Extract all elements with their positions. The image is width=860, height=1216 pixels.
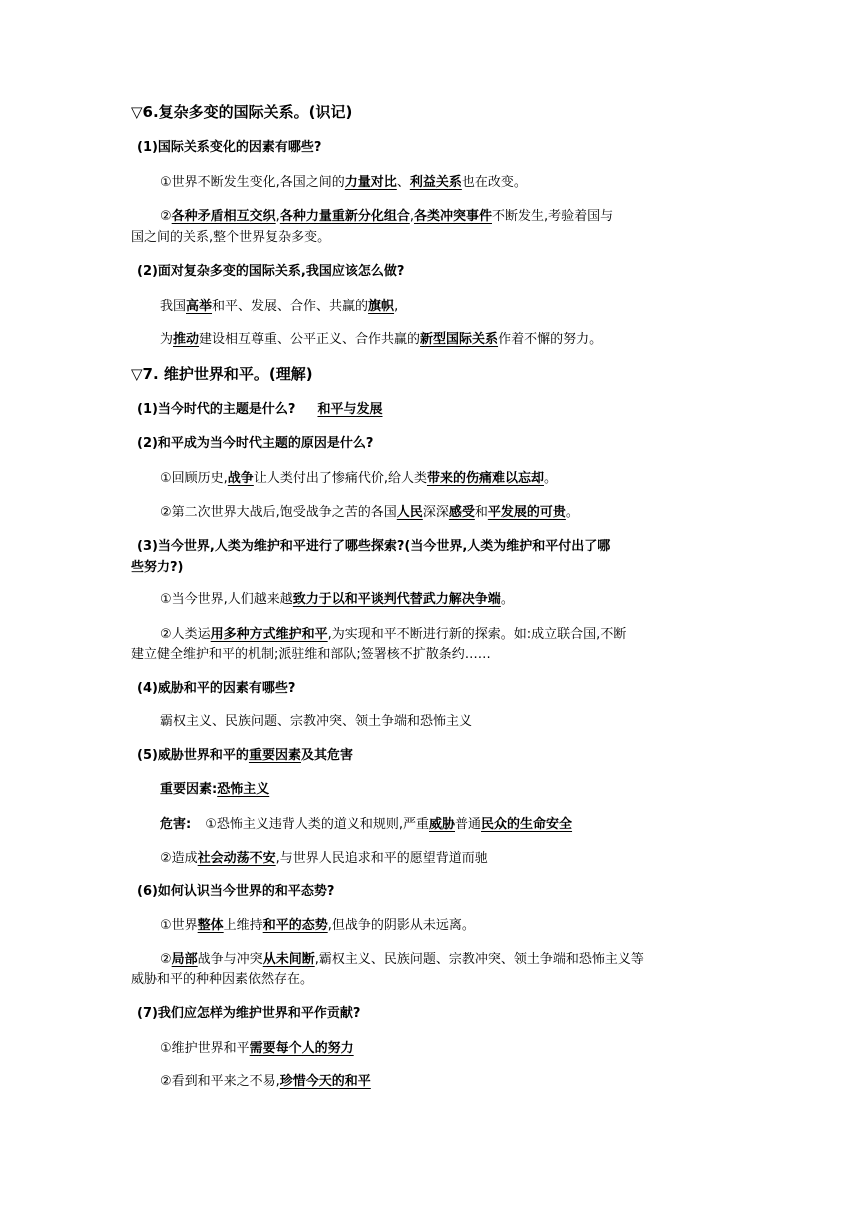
text-run: 也在改变。 (461, 175, 527, 190)
text-run: 上维持 (223, 918, 263, 933)
key-term: 需要每个人的努力 (249, 1041, 354, 1056)
s7-question-1 (137, 400, 383, 420)
s6-answer-1 (160, 173, 527, 193)
text-run: 战争与冲突 (197, 952, 263, 967)
text-run: ②看到和平来之不易, (160, 1074, 280, 1089)
text-run: 及其危害 (300, 748, 353, 763)
key-term: 战争 (227, 471, 254, 486)
key-term: 从未间断 (262, 952, 315, 967)
text-run: ,但战争的阴影从未远离。 (327, 918, 475, 933)
key-term: 各类冲突事件 (413, 209, 492, 224)
s7-answer-11 (160, 1039, 354, 1059)
text-run: ②第二次世界大战后,饱受战争之苦的各国 (160, 505, 397, 520)
s6-question-1: (1)国际关系变化的因素有哪些? (137, 140, 322, 155)
s7-question-2: (2)和平成为当今时代主题的原因是什么? (137, 436, 374, 451)
text-run: 深深 (422, 505, 449, 520)
key-term: 感受 (448, 505, 475, 520)
key-term: 平发展的可贵 (487, 505, 566, 520)
s7-answer-10 (160, 950, 644, 970)
key-term: 带来的伤痛难以忘却 (426, 471, 544, 486)
text-run: ①回顾历史, (160, 471, 228, 486)
text-run: 让人类付出了惨痛代价,给人类 (253, 471, 427, 486)
key-term: 恐怖主义 (217, 782, 270, 797)
s7-answer-1 (160, 469, 557, 489)
key-term: 和平的态势 (262, 918, 328, 933)
text-run: (1)当今时代的主题是什么? (137, 402, 296, 417)
text-run: , (394, 299, 399, 314)
s7-answer-12 (160, 1072, 371, 1092)
text-run: 不断发生,考验着国与 (491, 209, 614, 224)
text-run: 为 (160, 332, 174, 347)
s6-answer-4 (160, 330, 602, 350)
text-run: 普通 (455, 817, 482, 832)
s7-answer-7 (160, 815, 572, 835)
s7-answer-6 (160, 780, 269, 800)
text-run: ①世界 (160, 918, 198, 933)
key-term: 重要因素 (248, 748, 301, 763)
text-run: 。 (543, 471, 557, 486)
text-run: ①维护世界和平 (160, 1041, 250, 1056)
s7-answer-2 (160, 503, 579, 523)
section-6-title: ▽6.复杂多变的国际关系。(识记) (131, 103, 353, 121)
text-run: 和平、发展、合作、共赢的 (212, 299, 369, 314)
text-run: 我国 (160, 299, 187, 314)
text-run: ,为实现和平不断进行新的探索。如:成立联合国,不断 (327, 627, 627, 642)
s7-answer-5: 霸权主义、民族问题、宗教冲突、领土争端和恐怖主义 (160, 714, 473, 729)
text-run: 建设相互尊重、公平正义、合作共赢的 (199, 332, 421, 347)
text-run: ①当今世界,人们越来越 (160, 592, 293, 607)
s7-question-5 (137, 746, 353, 766)
text-run: ①世界不断发生变化,各国之间的 (160, 175, 345, 190)
s7-answer-4 (160, 625, 626, 645)
text-run: ,与世界人民追求和平的愿望背道而驰 (275, 851, 488, 866)
s7-question-7: (7)我们应怎样为维护世界和平作贡献? (137, 1006, 361, 1021)
s7-answer-3 (160, 590, 514, 610)
key-term: 珍惜今天的和平 (279, 1074, 371, 1089)
text-run: ①恐怖主义违背人类的道义和规则,严重 (205, 817, 429, 832)
s6-answer-3 (160, 297, 398, 317)
s6-answer-2-continued: 国之间的关系,整个世界复杂多变。 (131, 230, 331, 245)
s6-answer-2 (160, 207, 613, 227)
text-run: 。 (500, 592, 514, 607)
text-run: ②造成 (160, 851, 198, 866)
text-run: ② (160, 209, 172, 224)
s7-answer-8 (160, 849, 488, 869)
key-term: 推动 (173, 332, 200, 347)
key-term: 整体 (197, 918, 224, 933)
s6-question-2: (2)面对复杂多变的国际关系,我国应该怎么做? (137, 264, 405, 279)
s7-question-3: (3)当今世界,人类为维护和平进行了哪些探索?(当今世界,人类为维护和平付出了哪 (137, 539, 611, 554)
s7-question-4: (4)威胁和平的因素有哪些? (137, 681, 296, 696)
key-term: 人民 (396, 505, 423, 520)
text-run: ② (160, 952, 172, 967)
text-run: ②人类运 (160, 627, 211, 642)
text-run: (5)威胁世界和平的 (137, 748, 249, 763)
key-term: 各种矛盾相互交织 (171, 209, 276, 224)
s7-answer-9 (160, 916, 475, 936)
text-run: , (275, 209, 280, 224)
key-term: 利益关系 (409, 175, 462, 190)
text-run: 。 (565, 505, 579, 520)
s7-answer-10-continued: 威胁和平的种种因素依然存在。 (131, 972, 314, 987)
key-term: 旗帜 (368, 299, 395, 314)
key-term: 力量对比 (344, 175, 397, 190)
text-run: , (409, 209, 414, 224)
s7-question-3-continued: 些努力?) (131, 560, 184, 575)
text-run: 和 (474, 505, 488, 520)
text-run: ,霸权主义、民族问题、宗教冲突、领土争端和恐怖主义等 (314, 952, 644, 967)
key-term: 高举 (186, 299, 213, 314)
text-run: 、 (396, 175, 410, 190)
text-run: 作着不懈的努力。 (498, 332, 603, 347)
key-term: 用多种方式维护和平 (210, 627, 328, 642)
key-term: 新型国际关系 (420, 332, 499, 347)
s7-answer-4-continued: 建立健全维护和平的机制;派驻维和部队;签署核不扩散条约…… (131, 647, 491, 662)
key-term: 和平与发展 (317, 402, 383, 417)
section-7-title: ▽7. 维护世界和平。(理解) (131, 365, 313, 383)
label-text: 危害: (160, 817, 192, 832)
key-term: 社会动荡不安 (197, 851, 276, 866)
key-term: 威胁 (429, 817, 456, 832)
key-term: 致力于以和平谈判代替武力解决争端 (292, 592, 501, 607)
key-term: 各种力量重新分化组合 (279, 209, 410, 224)
key-term: 局部 (171, 952, 198, 967)
key-term: 民众的生命安全 (481, 817, 573, 832)
s7-question-6: (6)如何认识当今世界的和平态势? (137, 884, 335, 899)
label-text: 重要因素: (160, 782, 218, 797)
